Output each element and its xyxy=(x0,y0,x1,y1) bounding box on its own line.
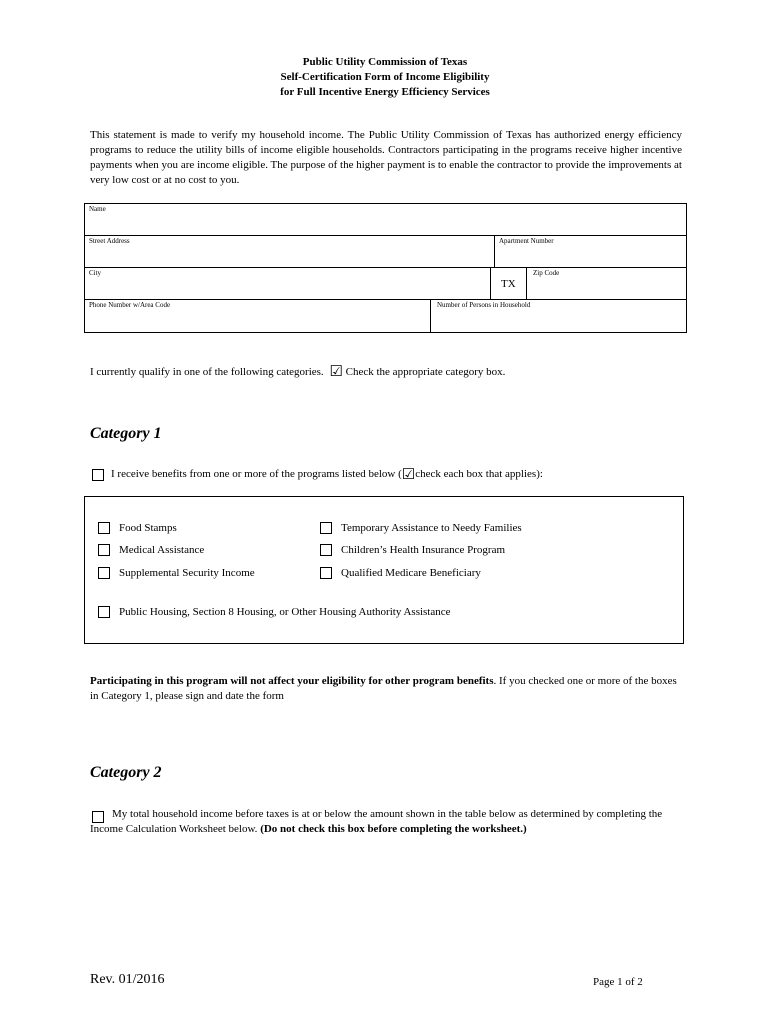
program-label: Public Housing, Section 8 Housing, or Other Housing Authority Assistance xyxy=(119,606,451,618)
phone-number-label: Phone Number w/Area Code xyxy=(89,301,171,309)
program-option[interactable] xyxy=(320,543,505,557)
household-persons-field[interactable] xyxy=(430,299,687,333)
category-1-note-bold: Participating in this program will not affect your eligibility for other program benefits xyxy=(90,675,494,687)
category-2-statement xyxy=(90,807,682,837)
name-field[interactable] xyxy=(84,203,687,236)
page-number: Page 1 of 2 xyxy=(593,976,643,988)
checkmark-icon: ☑ xyxy=(401,466,416,483)
program-option[interactable] xyxy=(320,566,481,580)
phone-number-field[interactable] xyxy=(84,299,431,333)
program-option[interactable] xyxy=(98,521,177,535)
program-option[interactable] xyxy=(98,543,204,557)
program-label: Supplemental Security Income xyxy=(119,567,255,579)
category-1-text: I receive benefits from one or more of the programs listed below ( xyxy=(111,468,402,480)
apartment-number-label: Apartment Number xyxy=(499,237,554,245)
household-persons-label: Number of Persons in Household xyxy=(437,301,531,309)
apartment-number-field[interactable] xyxy=(494,235,687,268)
program-option[interactable] xyxy=(320,521,522,535)
program-label: Medical Assistance xyxy=(119,544,205,556)
program-label: Qualified Medicare Beneficiary xyxy=(341,567,481,579)
state-value: TX xyxy=(501,278,516,290)
city-label: City xyxy=(89,269,102,277)
revision-date: Rev. 01/2016 xyxy=(90,972,165,987)
category-2-text: My total household income before taxes is at or below the amount shown in the table below as determined by completing the Income Calculation Worksheet below. xyxy=(90,808,663,835)
name-label: Name xyxy=(89,205,106,213)
program-checkbox-chip[interactable] xyxy=(320,544,332,556)
form-title-line3: for Full Incentive Energy Efficiency Services xyxy=(280,86,490,98)
program-option[interactable] xyxy=(98,566,255,580)
checkmark-icon: ☑ xyxy=(329,364,343,381)
program-label: Temporary Assistance to Needy Families xyxy=(341,522,522,534)
intro-paragraph: This statement is made to verify my household income. The Public Utility Commission of Texas has authorized energy efficiency programs to reduce the utility bills of income eligible households. Contractors participating in the programs receive higher incentive payments when you are income eligible. The purpose of the higher payment is to enable the contractor to provide the improvements at very low cost or at no cost to you. xyxy=(90,129,682,186)
state-field[interactable] xyxy=(490,267,527,300)
category-1-heading: Category 1 xyxy=(90,425,162,442)
street-address-field[interactable] xyxy=(84,235,495,268)
program-label: Food Stamps xyxy=(119,522,177,534)
program-option[interactable] xyxy=(98,605,451,619)
qualify-instruction xyxy=(90,365,505,380)
program-checkbox-qmb[interactable] xyxy=(320,567,332,579)
category-1-note-rest: . If you checked one or more of the boxes in Category 1, please sign and date the form xyxy=(90,675,677,702)
street-address-label: Street Address xyxy=(89,237,130,245)
category-1-text-after: check each box that applies): xyxy=(415,468,543,480)
category-2-heading: Category 2 xyxy=(90,764,162,781)
zip-code-label: Zip Code xyxy=(533,269,560,277)
program-checkbox-medical[interactable] xyxy=(98,544,110,556)
qualify-text: I currently qualify in one of the following categories. xyxy=(90,366,324,378)
zip-code-field[interactable] xyxy=(526,267,687,300)
program-checkbox-tanf[interactable] xyxy=(320,522,332,534)
category-2-bold-text: (Do not check this box before completing the worksheet.) xyxy=(260,823,527,835)
category-1-note xyxy=(90,674,682,704)
form-title-line2: Self-Certification Form of Income Eligibility xyxy=(280,71,490,83)
city-field[interactable] xyxy=(84,267,491,300)
form-title-line1: Public Utility Commission of Texas xyxy=(302,56,468,68)
qualify-text-after: Check the appropriate category box. xyxy=(345,366,506,378)
program-checkbox-food-stamps[interactable] xyxy=(98,522,110,534)
program-label: Children’s Health Insurance Program xyxy=(341,544,506,556)
category-1-checkbox[interactable] xyxy=(92,469,104,481)
program-checkbox-public-housing[interactable] xyxy=(98,606,110,618)
program-checkbox-ssi[interactable] xyxy=(98,567,110,579)
category-1-statement xyxy=(92,467,543,482)
